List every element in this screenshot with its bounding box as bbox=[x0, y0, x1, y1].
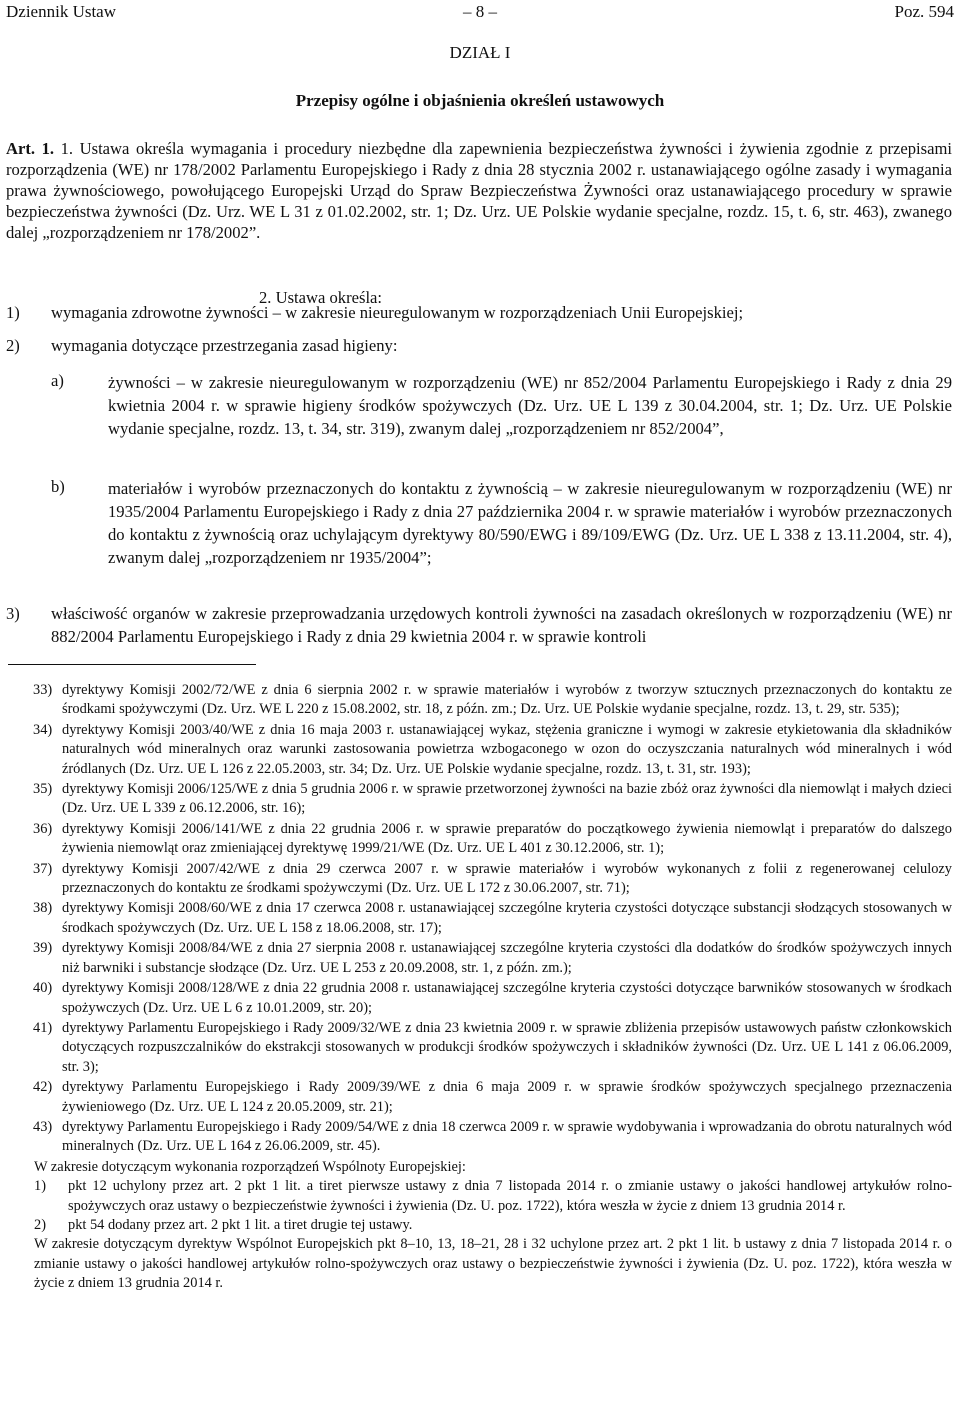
list-item bbox=[0, 602, 960, 648]
list-item-text: właściwość organów w zakresie przeprowadzania urzędowych kontroli żywności na zasadach określonych w rozporządzeniu (WE) nr 882/2004 Parlamentu Europejskiego i Rady z dnia 29 kwietnia 2004 r. w sprawie kontroli bbox=[51, 604, 952, 646]
journal-name: Dziennik Ustaw bbox=[6, 2, 117, 21]
article-paragraph-1-text: 1. Ustawa określa wymagania i procedury niezbędne dla zapewnienia bezpieczeństwa żywności i żywienia zgodnie z przepisami rozporządzenia (WE) nr 178/2002 Parlamentu Europejskiego i Rady z dnia 28 stycznia 2002 r. ustanawiającego ogólne zasady i wymagania prawa żywnościowego, powołującego Europejski Urząd do Spraw Bezpieczeństwa Żywności oraz ustanawiającego procedury w sprawie bezpieczeństwa żywności (Dz. Urz. WE L 31 z 01.02.2002, str. 1; Dz. Urz. UE Polskie wydanie specjalne, rozdz. 15, t. 6, str. 463), zwanego dalej „rozporządzeniem nr 178/2002”. bbox=[6, 139, 953, 242]
footnote-item bbox=[6, 1078, 952, 1117]
note-text: pkt 12 uchylony przez art. 2 pkt 1 lit. a tiret pierwsze ustawy z dnia 7 listopada 2014 r. o zmianie ustawy o jakości handlowej artykułów rolno-spożywczych oraz ustawy o bezpieczeństwie żywności i żywienia (Dz. U. poz. 1722), która weszła w życie z dniem 13 grudnia 2014 r. bbox=[68, 1178, 952, 1214]
footnote-number: 36) bbox=[33, 820, 53, 837]
footnote-number: 37) bbox=[33, 860, 53, 877]
sub-item-text: żywności – w zakresie nieuregulowanym w rozporządzeniu (WE) nr 852/2004 Parlamentu Europejskiego i Rady z dnia 29 kwietnia 2004 r. w sprawie higieny środków spożywczych (Dz. Urz. UE L 139 z 30.04.2004, str. 1; Dz. Urz. UE Polskie wydanie specjalne, rozdz. 13, t. 34, str. 319), zwanym dalej „rozporządzeniem nr 852/2004”, bbox=[108, 373, 952, 438]
footnote-number: 40) bbox=[33, 980, 53, 997]
section-title: DZIAŁ I bbox=[449, 43, 511, 62]
list-item-text: wymagania zdrowotne żywności – w zakresie nieuregulowanym w rozporządzeniach Unii Europejskiej; bbox=[51, 303, 744, 322]
footnote-item bbox=[6, 860, 952, 899]
page-number: – 8 – bbox=[463, 2, 497, 21]
footnote-number: 43) bbox=[33, 1118, 53, 1135]
sub-item-letter: a) bbox=[51, 371, 64, 390]
note-item bbox=[6, 1216, 952, 1235]
note-number: 2) bbox=[34, 1216, 46, 1233]
footnote-number: 38) bbox=[33, 900, 53, 917]
footnote-divider bbox=[8, 664, 256, 665]
note-text: pkt 54 dodany przez art. 2 pkt 1 lit. a tiret drugie tej ustawy. bbox=[68, 1216, 413, 1233]
notes-intro: W zakresie dotyczącym wykonania rozporządzeń Wspólnoty Europejskiej: bbox=[34, 1158, 466, 1175]
footnote-number: 39) bbox=[33, 940, 53, 957]
footnote-number: 41) bbox=[33, 1019, 53, 1036]
footnote-text: dyrektywy Parlamentu Europejskiego i Rady 2009/39/WE z dnia 6 maja 2009 r. w sprawie środków spożywczych specjalnego przeznaczenia żywieniowego (Dz. Urz. UE L 124 z 20.05.2009, str. 21); bbox=[62, 1079, 952, 1115]
section-subtitle: Przepisy ogólne i objaśnienia określeń ustawowych bbox=[295, 91, 665, 110]
footnote-text: dyrektywy Parlamentu Europejskiego i Rady 2009/32/WE z dnia 23 kwietnia 2009 r. w sprawie zbliżenia przepisów ustawowych państw członkowskich dotyczących rozpuszczalników do ekstrakcji stosowanych w produkcji środków spożywczych i składników żywności (Dz. Urz. UE L 141 z 06.06.2009, str. 3); bbox=[62, 1019, 952, 1075]
footnote-text: dyrektywy Komisji 2006/141/WE z dnia 22 grudnia 2006 r. w sprawie preparatów do początkowego żywienia niemowląt i preparatów do dalszego żywienia niemowląt oraz zmieniającej dyrektywę 1999/21/WE (Dz. Urz. UE L 401 z 30.12.2006, str. 1); bbox=[62, 820, 952, 857]
footnote-item bbox=[6, 979, 952, 1018]
footnote-text: dyrektywy Parlamentu Europejskiego i Rady 2009/54/WE z dnia 18 czerwca 2009 r. w sprawie wydobywania i wprowadzania do obrotu naturalnych wód mineralnych (Dz. Urz. UE L 164 z 26.06.2009, str. 45). bbox=[62, 1118, 952, 1155]
footnote-item bbox=[6, 939, 952, 978]
list-item-number: 2) bbox=[6, 336, 20, 355]
list-item-text: wymagania dotyczące przestrzegania zasad higieny: bbox=[51, 336, 398, 355]
footnote-number: 35) bbox=[33, 781, 53, 798]
article-paragraph-2-intro: 2. Ustawa określa: bbox=[259, 288, 383, 307]
footnote-item bbox=[6, 820, 952, 859]
footnote-item bbox=[6, 780, 952, 819]
footnote-item bbox=[6, 1118, 952, 1157]
list-item-number: 1) bbox=[6, 303, 20, 322]
footnote-item bbox=[6, 721, 952, 779]
list-item bbox=[0, 334, 960, 357]
notes-closing: W zakresie dotyczącym dyrektyw Wspólnot Europejskich pkt 8–10, 13, 18–21, 28 i 32 uchylone przez art. 2 pkt 1 lit. b ustawy z dnia 7 listopada 2014 r. o zmianie ustawy o jakości handlowej artykułów rolno-spożywczych oraz ustawy o bezpieczeństwie żywności i żywienia (Dz. U. poz. 1722), która weszła w życie z dniem 13 grudnia 2014 r. bbox=[34, 1236, 952, 1292]
sub-item-letter: b) bbox=[51, 477, 65, 496]
footnote-text: dyrektywy Komisji 2002/72/WE z dnia 6 sierpnia 2002 r. w sprawie materiałów i wyrobów z tworzyw sztucznych przeznaczonych do kontaktu ze środkami spożywczymi (Dz. Urz. WE L 220 z 15.08.2002, str. 18, z późn. zm.; Dz. Urz. UE Polskie wydanie specjalne, rozdz. 13, t. 29, str. 535); bbox=[62, 682, 952, 718]
footnote-text: dyrektywy Komisji 2003/40/WE z dnia 16 maja 2003 r. ustanawiającej wykaz, stężenia graniczne i wymogi w zakresie etykietowania dla składników naturalnych wód mineralnych oraz warunki zastosowania powietrza wzbogaconego w ozon do oczyszczania naturalnych wód mineralnych i wód źródlanych (Dz. Urz. UE L 126 z 22.05.2003, str. 34; Dz. Urz. UE Polskie wydanie specjalne, rozdz. 13, t. 31, str. 193); bbox=[62, 721, 952, 777]
footnote-item bbox=[6, 681, 952, 720]
list-item bbox=[0, 301, 960, 324]
footnote-text: dyrektywy Komisji 2008/128/WE z dnia 22 grudnia 2008 r. ustanawiającej szczególne kryteria czystości dotyczące barwników stosowanych w środkach spożywczych (Dz. Urz. UE L 6 z 10.01.2009, str. 20); bbox=[62, 980, 952, 1016]
note-item bbox=[6, 1177, 952, 1216]
list-item-number: 3) bbox=[6, 604, 20, 623]
sub-item-text: materiałów i wyrobów przeznaczonych do kontaktu z żywnością – w zakresie nieuregulowanym w rozporządzeniu (WE) nr 1935/2004 Parlamentu Europejskiego i Rady z dnia 27 października 2004 r. w sprawie materiałów i wyrobów przeznaczonych do kontaktu z żywnością oraz uchylającym dyrektywy 80/590/EWG i 89/109/EWG (Dz. Urz. UE L 338 z 13.11.2004, str. 4), zwanym dalej „rozporządzeniem nr 1935/2004”; bbox=[108, 479, 952, 567]
footnote-text: dyrektywy Komisji 2006/125/WE z dnia 5 grudnia 2006 r. w sprawie przetworzonej żywności na bazie zbóż oraz żywności dla niemowląt i małych dzieci (Dz. Urz. UE L 339 z 06.12.2006, str. 16); bbox=[62, 781, 952, 817]
footnote-number: 42) bbox=[33, 1079, 53, 1096]
footnote-text: dyrektywy Komisji 2008/60/WE z dnia 17 czerwca 2008 r. ustanawiającej szczególne kryteria czystości dotyczące substancji słodzących stosowanych w środkach spożywczych (Dz. Urz. UE L 158 z 18.06.2008, str. 17); bbox=[62, 900, 952, 936]
footnote-item bbox=[6, 899, 952, 938]
note-number: 1) bbox=[34, 1178, 46, 1195]
article-paragraph-1 bbox=[6, 138, 952, 243]
footnote-item bbox=[6, 1019, 952, 1077]
article-label: Art. 1. bbox=[6, 139, 55, 158]
page-header bbox=[6, 2, 954, 24]
footnote-text: dyrektywy Komisji 2007/42/WE z dnia 29 czerwca 2007 r. w sprawie materiałów i wyrobów wykonanych z folii z regenerowanej celulozy przeznaczonych do kontaktu ze środkami spożywczymi (Dz. Urz. UE L 172 z 30.06.2007, str. 71); bbox=[62, 860, 952, 897]
footnote-number: 34) bbox=[33, 721, 53, 738]
footnote-text: dyrektywy Komisji 2008/84/WE z dnia 27 sierpnia 2008 r. ustanawiającej szczególne kryteria czystości dla dodatków do środków spożywczych innych niż barwniki i substancje słodzące (Dz. Urz. UE L 253 z 20.09.2008, str. 1, z późn. zm.); bbox=[62, 940, 952, 976]
footnotes bbox=[6, 681, 952, 1294]
position-number: Poz. 594 bbox=[894, 2, 954, 21]
footnote-number: 33) bbox=[33, 682, 53, 698]
